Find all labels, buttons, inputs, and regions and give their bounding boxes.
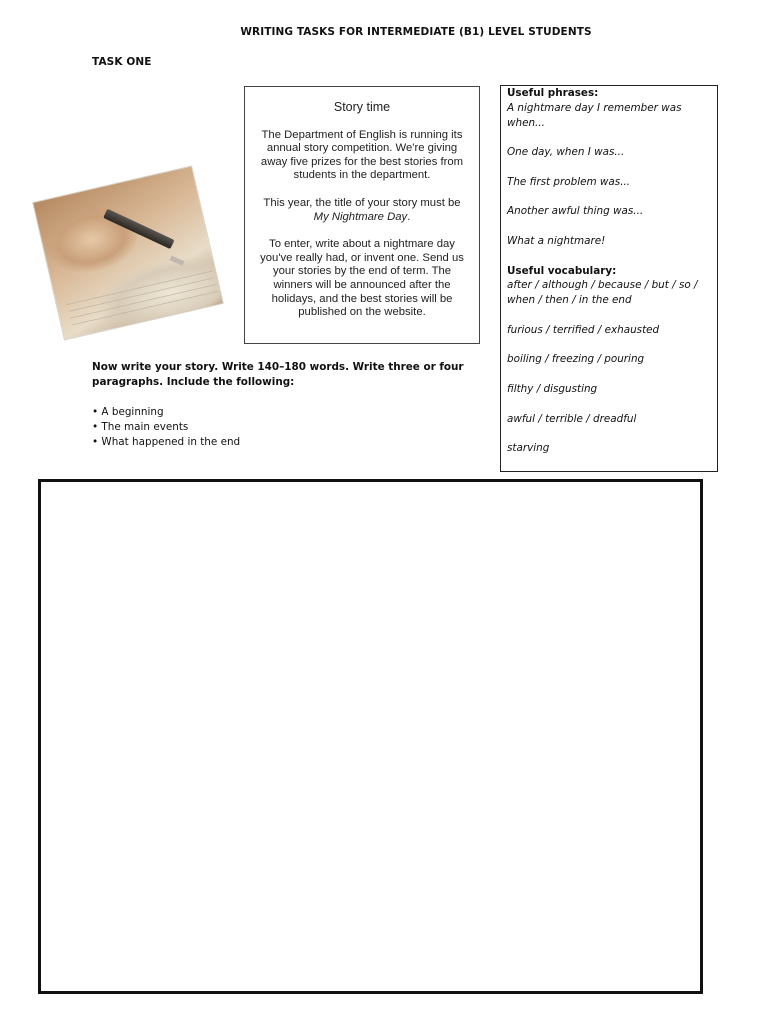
vocab-item: boiling / freezing / pouring	[507, 353, 645, 366]
instructions-text: Now write your story. Write 140–180 words. Write three or four paragraphs. Include the following:	[92, 361, 464, 388]
phrases-heading: Useful phrases:	[507, 87, 599, 99]
document-title: WRITING TASKS FOR INTERMEDIATE (B1) LEVEL STUDENTS	[240, 26, 592, 38]
story-paragraph-2-suffix: .	[407, 210, 411, 223]
vocab-item: after / although / because / but / so / when / then / in the end	[507, 279, 698, 307]
task-label: TASK ONE	[92, 56, 152, 68]
bullet-item: • The main events	[92, 421, 189, 433]
vocabulary-heading: Useful vocabulary:	[507, 264, 617, 277]
bullet-item: • What happened in the end	[92, 436, 241, 448]
useful-language-box	[500, 85, 718, 472]
phrase-item: What a nightmare!	[507, 234, 606, 247]
pen-tip	[170, 255, 185, 265]
phrase-item: One day, when I was...	[507, 146, 625, 159]
story-title: Story time	[333, 100, 391, 114]
bullet-item: • A beginning	[92, 406, 164, 418]
story-paragraph-3: To enter, write about a nightmare day you've really had, or invent one. Send us your stories by the end of term. The winners will be announced after the holidays, and the best stories will be published on the website.	[260, 238, 464, 319]
paper-lines	[66, 264, 219, 327]
vocab-item: filthy / disgusting	[507, 382, 598, 395]
story-paragraph-2-prefix: This year, the title of your story must be	[263, 196, 461, 209]
phrase-item: Another awful thing was...	[507, 205, 644, 218]
vocab-item: furious / terrified / exhausted	[507, 323, 660, 336]
story-title-italic: My Nightmare Day	[313, 210, 408, 223]
vocab-item: awful / terrible / dreadful	[507, 412, 637, 425]
vocab-item: starving	[507, 442, 550, 455]
story-paragraph-2	[259, 197, 465, 224]
phrase-item: The first problem was...	[507, 175, 631, 188]
pen-writing-photo	[33, 167, 222, 340]
pen-icon	[103, 209, 174, 249]
story-paragraph-1: The Department of English is running its annual story competition. We're giving away five prizes for the best stories from students in the department.	[260, 128, 464, 182]
answer-writing-box[interactable]	[38, 479, 703, 994]
phrase-item: A nightmare day I remember was when...	[507, 101, 682, 129]
writing-instructions	[92, 360, 492, 450]
story-competition-box	[244, 86, 480, 344]
